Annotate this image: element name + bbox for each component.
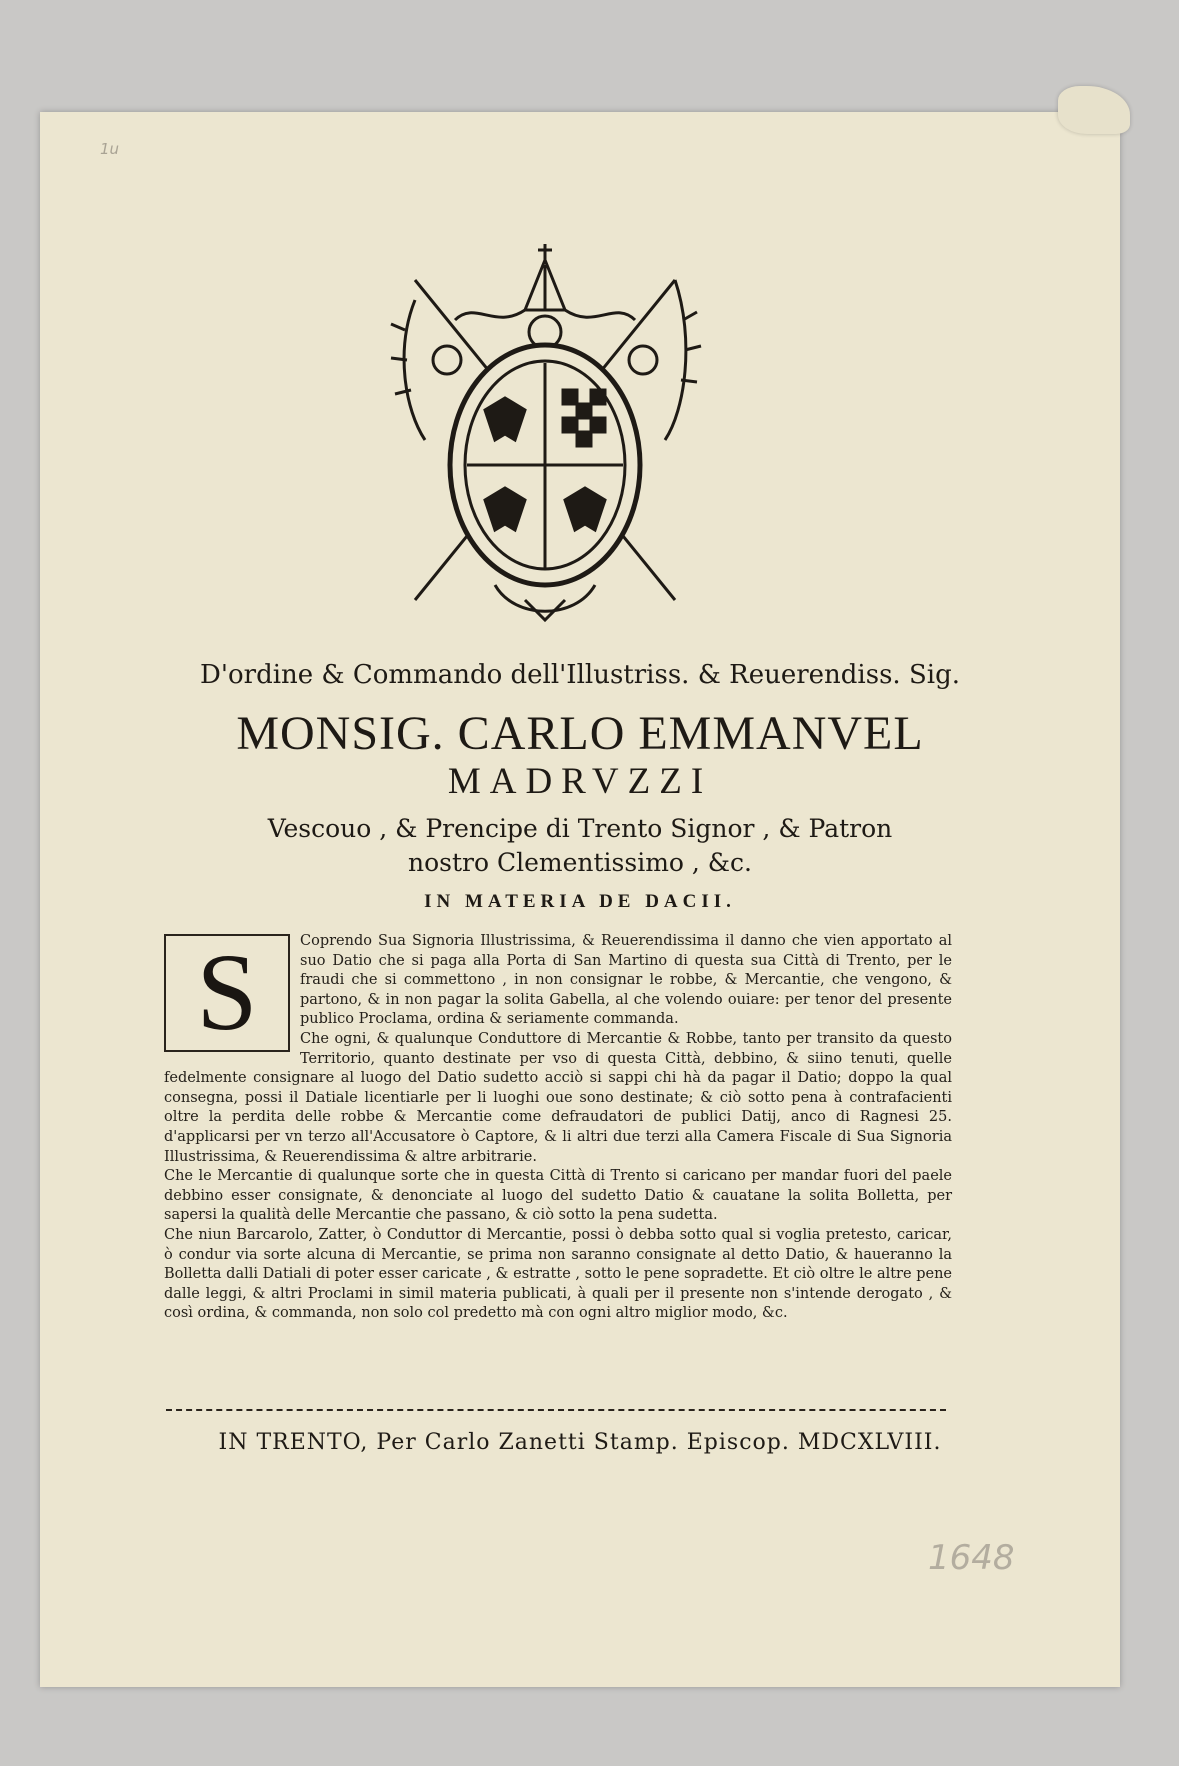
decree-body (164, 932, 952, 1372)
decree-subject: IN MATERIA DE DACII. (424, 891, 736, 912)
bishop-honorific: nostro Clementissimo , &c. (408, 848, 752, 877)
decree-paragraph-2: Che ogni, & qualunque Conduttore di Mercantie & Robbe, tanto per transito da questo Territorio, quanto destinate per vso di questa Città, debbino, & siino tenuti, quelle fedelmente consignare al luogo del Datio sudetto acciò si sappi chi hà da pagar il Datio; doppo la qual consegna, possi il Datiale licentiarle per li luoghi oue sono destinate; & ciò sotto pena à contrafacienti oltre la perdita delle robbe & Mercantie come defraudatori de publici Datij, anco di Ragnesi 25. d'applicarsi per vn terzo all'Accusatore ò Captore, & li altri due terzi alla Camera Fiscale di Sua Signoria Illustrissima, & Reuerendissima & altre arbitrarie. (164, 1030, 952, 1165)
pencil-date-note: 1648 (928, 1538, 1015, 1578)
torn-corner (1058, 86, 1130, 134)
decorated-initial (164, 931, 290, 1054)
decree-preamble: D'ordine & Commando dell'Illustriss. & Reuerendiss. Sig. (200, 660, 960, 690)
coat-of-arms-woodcut (385, 240, 705, 630)
bishop-title: MONSIG. CARLO EMMANVEL (236, 707, 924, 760)
margin-note: 1u (100, 140, 120, 158)
printer-imprint: IN TRENTO, Per Carlo Zanetti Stamp. Episcop. MDCXLVIII. (218, 1430, 942, 1455)
separator-rule (166, 1409, 946, 1411)
bishop-surname: MADRVZZI (447, 761, 713, 802)
initial-letter: S (196, 931, 258, 1054)
decree-paragraph-3: Che le Mercantie di qualunque sorte che in questa Città di Trento si caricano per mandar fuori del paele debbino esser consignate, & denonciate al luogo del sudetto Datio & cauatane la solita Bolletta, per sapersi la qualità delle Mercantie che passano, & ciò sotto la pena sudetta. (164, 1168, 952, 1224)
decree-paragraph-4: Che niun Barcarolo, Zatter, ò Conduttor di Mercantie, possi ò debba sotto qual si voglia pretesto, caricar, ò condur via sorte alcuna di Mercantie, se prima non saranno consignate al detto Datio, & haueranno la Bolletta dalli Datiali di poter esser caricate , & estratte , sotto le pene sopradette. Et ciò oltre le altre pene dalle leggi, & altri Proclami in simil materia publicati, à quali per il presente non s'intende derogato , & così ordina, & commanda, non solo col predetto mà con ogni altro miglior modo, &c. (164, 1226, 952, 1322)
bishop-office: Vescouo , & Prencipe di Trento Signor , & Patron (267, 814, 893, 843)
decree-paragraph-1: Coprendo Sua Signoria Illustrissima, & Reuerendissima il danno che vien apportato al suo Datio che si paga alla Porta di San Martino di questa sua Città di Trento, per le fraudi che si commettono , in non consignar le robbe, & Mercantie, che vengono, & partono, & in non pagar la solita Gabella, al che volendo ouiare: per tenor del presente publico Proclama, ordina & seriamente commanda. (300, 933, 952, 1028)
